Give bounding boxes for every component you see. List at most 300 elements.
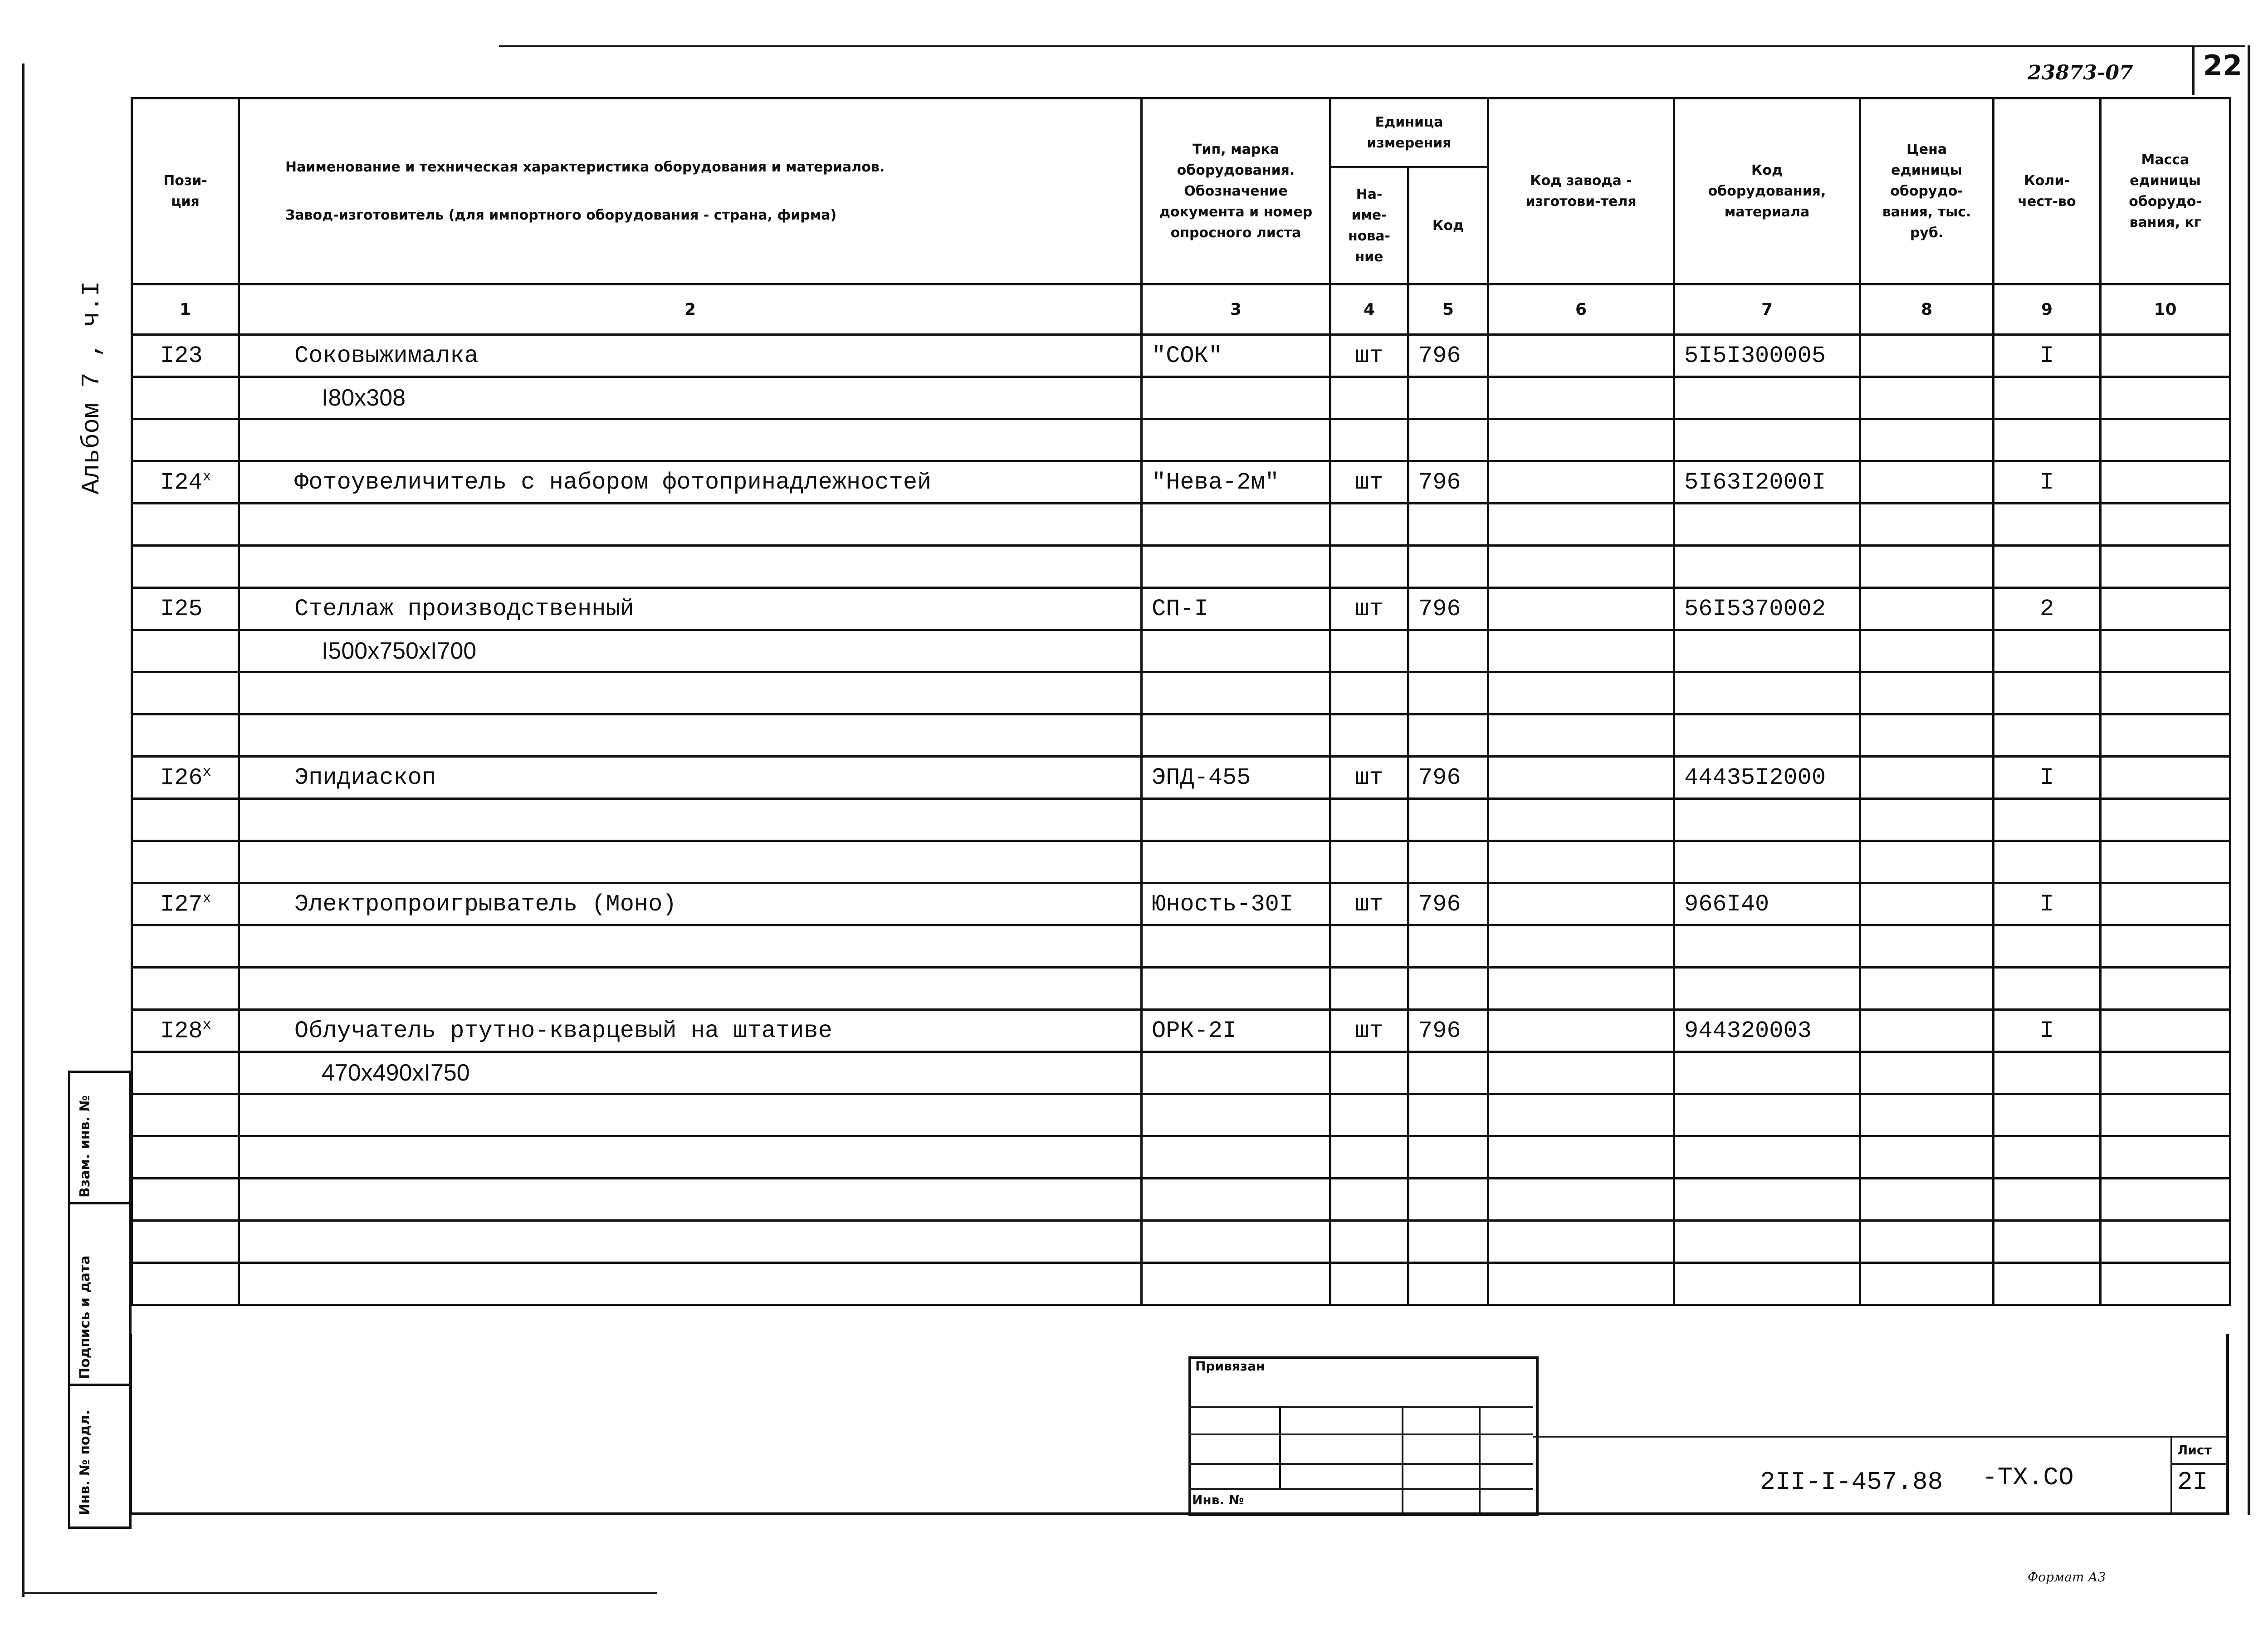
empty-cell <box>1330 714 1408 757</box>
quantity-cell: I <box>1994 1010 2101 1052</box>
header-unit-group: Единица измерения <box>1330 98 1488 167</box>
empty-cell <box>1142 925 1330 968</box>
position-cell <box>132 461 239 504</box>
empty-cell <box>1330 1179 1408 1221</box>
empty-cell <box>1408 1094 1488 1136</box>
price-cell <box>1860 461 1994 504</box>
col-num: 1 <box>132 284 239 335</box>
empty-cell <box>1994 377 2101 419</box>
price-cell <box>1860 335 1994 377</box>
empty-cell <box>1330 1221 1408 1263</box>
mass-cell <box>2101 1010 2230 1052</box>
col-num: 5 <box>1408 284 1488 335</box>
empty-cell <box>1408 799 1488 841</box>
column-number-row <box>132 284 2230 335</box>
empty-cell <box>1994 419 2101 461</box>
empty-row <box>132 799 2230 841</box>
price-cell <box>1860 883 1994 925</box>
empty-cell <box>1488 504 1674 546</box>
name-cell: Облучатель ртутно-кварцевый на штативе <box>239 1010 1142 1052</box>
maker-code-cell <box>1488 883 1674 925</box>
empty-cell <box>1142 841 1330 883</box>
empty-cell <box>1994 925 2101 968</box>
empty-cell <box>2101 1094 2230 1136</box>
empty-cell <box>1860 672 1994 714</box>
empty-cell <box>2101 1221 2230 1263</box>
empty-cell <box>132 419 239 461</box>
header-quantity: Коли-чест-во <box>1994 98 2101 284</box>
empty-cell <box>2101 1263 2230 1305</box>
bound-line <box>1188 1463 1533 1465</box>
col-num: 4 <box>1330 284 1408 335</box>
empty-cell <box>239 672 1142 714</box>
empty-cell <box>1142 1263 1330 1305</box>
empty-cell <box>1330 672 1408 714</box>
name-cell: Соковыжималка <box>239 335 1142 377</box>
empty-cell <box>1142 419 1330 461</box>
price-cell <box>1860 1010 1994 1052</box>
empty-cell <box>1994 672 2101 714</box>
empty-cell <box>2101 968 2230 1010</box>
position-marker: x <box>202 890 211 907</box>
table-body <box>132 335 2230 1305</box>
position-cell <box>132 335 239 377</box>
empty-cell <box>1674 799 1860 841</box>
empty-cell <box>132 1136 239 1179</box>
empty-cell <box>2101 672 2230 714</box>
table-row-sub <box>132 1052 2230 1094</box>
empty-cell <box>1408 925 1488 968</box>
empty-cell <box>1994 630 2101 672</box>
sheet-divider <box>2170 1436 2172 1515</box>
empty-cell <box>132 1263 239 1305</box>
unit-code-cell: 796 <box>1408 883 1488 925</box>
col-num: 9 <box>1994 284 2101 335</box>
empty-cell <box>132 1179 239 1221</box>
empty-cell <box>1994 714 2101 757</box>
empty-cell <box>1674 1263 1860 1305</box>
empty-cell <box>1330 377 1408 419</box>
page-number-divider <box>2192 45 2195 95</box>
table-row <box>132 883 2230 925</box>
maker-code-cell <box>1488 588 1674 630</box>
empty-row <box>132 1136 2230 1179</box>
empty-cell <box>1142 1094 1330 1136</box>
empty-cell <box>1860 1263 1994 1305</box>
empty-cell <box>1408 419 1488 461</box>
empty-cell <box>239 546 1142 588</box>
empty-row <box>132 672 2230 714</box>
empty-cell <box>1860 1052 1994 1094</box>
empty-cell <box>1488 1263 1674 1305</box>
empty-cell <box>1674 1136 1860 1179</box>
empty-cell <box>1142 1052 1330 1094</box>
empty-cell <box>1860 1136 1994 1179</box>
empty-row <box>132 504 2230 546</box>
empty-cell <box>1488 1052 1674 1094</box>
unit-code-cell: 796 <box>1408 1010 1488 1052</box>
empty-cell <box>1860 841 1994 883</box>
empty-cell <box>132 841 239 883</box>
empty-cell <box>1142 714 1330 757</box>
sheet-line <box>2170 1463 2227 1465</box>
price-cell <box>1860 588 1994 630</box>
inventory-label: Инв. № <box>1192 1492 1244 1507</box>
empty-cell <box>1142 1179 1330 1221</box>
empty-cell <box>2101 1136 2230 1179</box>
empty-cell <box>1488 841 1674 883</box>
empty-cell <box>1488 419 1674 461</box>
empty-cell <box>1330 841 1408 883</box>
empty-cell <box>2101 630 2230 672</box>
empty-cell <box>1994 546 2101 588</box>
empty-cell <box>1142 672 1330 714</box>
empty-cell <box>1488 630 1674 672</box>
position-cell <box>132 1010 239 1052</box>
dimensions-cell: I80x308 <box>239 377 1142 419</box>
margin-label-signature: Подпись и дата <box>77 1255 93 1379</box>
position-value: I24 <box>160 469 203 496</box>
empty-cell <box>1860 1094 1994 1136</box>
empty-cell <box>1408 841 1488 883</box>
empty-cell <box>1674 377 1860 419</box>
empty-cell <box>1860 546 1994 588</box>
empty-cell <box>1142 1136 1330 1179</box>
empty-row <box>132 925 2230 968</box>
doc-number: 23873-07 <box>2028 61 2133 84</box>
maker-code-cell <box>1488 1010 1674 1052</box>
empty-cell <box>239 504 1142 546</box>
empty-cell <box>239 968 1142 1010</box>
quantity-cell: I <box>1994 461 2101 504</box>
col-num: 3 <box>1142 284 1330 335</box>
empty-cell <box>1408 1052 1488 1094</box>
header-price: Цена единицы оборудо-вания, тыс. руб. <box>1860 98 1994 284</box>
empty-cell <box>1860 419 1994 461</box>
table-row <box>132 757 2230 799</box>
empty-cell <box>132 1221 239 1263</box>
empty-cell <box>1674 968 1860 1010</box>
unit-code-cell: 796 <box>1408 335 1488 377</box>
unit-name-cell: шт <box>1330 1010 1408 1052</box>
unit-code-cell: 796 <box>1408 588 1488 630</box>
empty-cell <box>1408 630 1488 672</box>
empty-cell <box>1488 714 1674 757</box>
table-row <box>132 461 2230 504</box>
mass-cell <box>2101 461 2230 504</box>
empty-cell <box>132 1094 239 1136</box>
col-num: 10 <box>2101 284 2230 335</box>
header-name <box>239 98 1142 284</box>
header-maker-code: Код завода - изготови-теля <box>1488 98 1674 284</box>
header-equipment-code: Код оборудования, материала <box>1674 98 1860 284</box>
outer-left-border <box>22 64 24 1597</box>
empty-cell <box>132 672 239 714</box>
empty-cell <box>132 377 239 419</box>
header-type: Тип, марка оборудования. Обозначение документа и номер опросного листа <box>1142 98 1330 284</box>
empty-cell <box>1330 968 1408 1010</box>
empty-cell <box>2101 419 2230 461</box>
empty-cell <box>2101 1179 2230 1221</box>
empty-row <box>132 419 2230 461</box>
empty-cell <box>132 968 239 1010</box>
empty-cell <box>1860 1221 1994 1263</box>
empty-cell <box>239 841 1142 883</box>
empty-cell <box>1994 1094 2101 1136</box>
empty-cell <box>239 1263 1142 1305</box>
bottom-frame-line <box>129 1512 2229 1515</box>
empty-cell <box>1674 630 1860 672</box>
empty-cell <box>1674 714 1860 757</box>
empty-cell <box>1408 1179 1488 1221</box>
table-row <box>132 1010 2230 1052</box>
empty-cell <box>1994 799 2101 841</box>
header-unit-name: На-име-нова-ние <box>1330 167 1408 284</box>
empty-cell <box>1408 1136 1488 1179</box>
type-cell: ОРК-2I <box>1142 1010 1330 1052</box>
mass-cell <box>2101 588 2230 630</box>
empty-cell <box>1142 546 1330 588</box>
equipment-code-cell: 5I5I300005 <box>1674 335 1860 377</box>
name-cell: Электропроигрыватель (Моно) <box>239 883 1142 925</box>
bound-divider <box>1402 1406 1403 1515</box>
empty-cell <box>1674 1179 1860 1221</box>
empty-cell <box>1994 1221 2101 1263</box>
empty-cell <box>1860 968 1994 1010</box>
outer-right-border <box>2248 45 2250 1515</box>
position-value: I23 <box>160 342 203 369</box>
position-cell <box>132 588 239 630</box>
header-position: Пози- ция <box>132 98 239 284</box>
margin-label-inventory: Инв. № подл. <box>77 1409 93 1515</box>
empty-cell <box>2101 1052 2230 1094</box>
empty-cell <box>1330 1094 1408 1136</box>
bottom-left-border <box>129 1334 132 1515</box>
position-marker: x <box>202 1017 211 1034</box>
empty-cell <box>2101 841 2230 883</box>
position-marker: x <box>202 763 211 781</box>
page-number: 22 <box>2203 49 2243 82</box>
empty-cell <box>1408 546 1488 588</box>
name-cell: Фотоувеличитель с набором фотопринадлежностей <box>239 461 1142 504</box>
empty-cell <box>1408 1221 1488 1263</box>
empty-cell <box>239 799 1142 841</box>
empty-cell <box>1994 1263 2101 1305</box>
empty-cell <box>2101 925 2230 968</box>
empty-cell <box>239 1136 1142 1179</box>
bottom-right-border <box>2226 1334 2229 1515</box>
empty-cell <box>1674 841 1860 883</box>
empty-cell <box>1408 968 1488 1010</box>
empty-cell <box>1674 1221 1860 1263</box>
title-block-line <box>1533 1436 2227 1438</box>
empty-cell <box>239 925 1142 968</box>
empty-cell <box>2101 714 2230 757</box>
name-cell: Стеллаж производственный <box>239 588 1142 630</box>
bound-divider <box>1479 1406 1481 1515</box>
quantity-cell: 2 <box>1994 588 2101 630</box>
header-name-line1: Наименование и техническая характеристика оборудования и материалов. <box>285 159 885 175</box>
empty-cell <box>132 714 239 757</box>
position-cell <box>132 883 239 925</box>
empty-cell <box>1408 504 1488 546</box>
empty-cell <box>239 419 1142 461</box>
empty-row <box>132 1221 2230 1263</box>
outer-top-border <box>499 45 2245 47</box>
col-num: 8 <box>1860 284 1994 335</box>
type-cell: "СОК" <box>1142 335 1330 377</box>
position-marker: x <box>202 468 211 485</box>
position-cell <box>132 757 239 799</box>
margin-divider <box>68 1202 132 1204</box>
equipment-code-cell: 944320003 <box>1674 1010 1860 1052</box>
empty-cell <box>1674 419 1860 461</box>
empty-cell <box>1994 841 2101 883</box>
table-row <box>132 335 2230 377</box>
empty-cell <box>239 1221 1142 1263</box>
equipment-code-cell: 966I40 <box>1674 883 1860 925</box>
maker-code-cell <box>1488 461 1674 504</box>
quantity-cell: I <box>1994 757 2101 799</box>
empty-cell <box>132 504 239 546</box>
empty-cell <box>1994 504 2101 546</box>
empty-cell <box>132 1052 239 1094</box>
table-row-sub <box>132 630 2230 672</box>
empty-cell <box>1860 504 1994 546</box>
unit-name-cell: шт <box>1330 588 1408 630</box>
empty-row <box>132 1179 2230 1221</box>
empty-row <box>132 1094 2230 1136</box>
empty-cell <box>1330 504 1408 546</box>
empty-cell <box>1330 546 1408 588</box>
type-cell: ЭПД-455 <box>1142 757 1330 799</box>
equipment-code-cell: 44435I2000 <box>1674 757 1860 799</box>
unit-name-cell: шт <box>1330 883 1408 925</box>
empty-cell <box>1330 799 1408 841</box>
empty-cell <box>1488 1136 1674 1179</box>
empty-cell <box>1674 504 1860 546</box>
position-value: I27 <box>160 891 203 918</box>
empty-cell <box>1142 630 1330 672</box>
outer-bottom-border <box>22 1592 657 1594</box>
price-cell <box>1860 757 1994 799</box>
unit-code-cell: 796 <box>1408 757 1488 799</box>
empty-cell <box>1488 799 1674 841</box>
empty-cell <box>1330 419 1408 461</box>
col-num: 7 <box>1674 284 1860 335</box>
empty-cell <box>1408 672 1488 714</box>
maker-code-cell <box>1488 335 1674 377</box>
empty-cell <box>1994 1136 2101 1179</box>
bound-line <box>1188 1406 1533 1408</box>
document-designation: 2II-I-457.88 <box>1760 1468 1943 1497</box>
empty-row <box>132 546 2230 588</box>
empty-cell <box>1142 968 1330 1010</box>
equipment-code-cell: 56I5370002 <box>1674 588 1860 630</box>
empty-cell <box>1330 1136 1408 1179</box>
margin-divider <box>68 1384 132 1386</box>
header-mass: Масса единицы оборудо-вания, кг <box>2101 98 2230 284</box>
empty-cell <box>1488 1221 1674 1263</box>
empty-cell <box>132 630 239 672</box>
bound-line <box>1188 1433 1533 1435</box>
type-cell: СП-I <box>1142 588 1330 630</box>
empty-cell <box>132 925 239 968</box>
empty-cell <box>1674 546 1860 588</box>
empty-cell <box>1860 377 1994 419</box>
empty-cell <box>1860 925 1994 968</box>
col-num: 6 <box>1488 284 1674 335</box>
empty-cell <box>1674 672 1860 714</box>
empty-cell <box>2101 546 2230 588</box>
empty-cell <box>1488 968 1674 1010</box>
empty-cell <box>1488 546 1674 588</box>
bound-divider <box>1279 1406 1281 1488</box>
unit-code-cell: 796 <box>1408 461 1488 504</box>
empty-cell <box>1860 799 1994 841</box>
empty-cell <box>239 1179 1142 1221</box>
empty-row <box>132 968 2230 1010</box>
empty-cell <box>1142 1221 1330 1263</box>
unit-name-cell: шт <box>1330 461 1408 504</box>
empty-cell <box>1330 925 1408 968</box>
bound-line <box>1188 1488 1533 1490</box>
empty-cell <box>2101 504 2230 546</box>
empty-cell <box>132 546 239 588</box>
document-suffix: -ТХ.СО <box>1982 1463 2074 1492</box>
empty-cell <box>1408 1263 1488 1305</box>
empty-cell <box>1994 968 2101 1010</box>
empty-cell <box>1488 672 1674 714</box>
empty-cell <box>1408 714 1488 757</box>
empty-row <box>132 1263 2230 1305</box>
empty-cell <box>1860 1179 1994 1221</box>
name-cell: Эпидиаскоп <box>239 757 1142 799</box>
empty-cell <box>1330 630 1408 672</box>
empty-cell <box>1860 630 1994 672</box>
sheet-label: Лист <box>2177 1443 2212 1458</box>
empty-cell <box>1994 1179 2101 1221</box>
empty-cell <box>1142 504 1330 546</box>
mass-cell <box>2101 757 2230 799</box>
maker-code-cell <box>1488 757 1674 799</box>
album-label: Альбом 7 , ч.I <box>77 281 106 494</box>
type-cell: "Нева-2м" <box>1142 461 1330 504</box>
sheet-number: 2I <box>2177 1468 2208 1497</box>
empty-cell <box>1330 1052 1408 1094</box>
empty-cell <box>1674 1094 1860 1136</box>
empty-cell <box>239 1094 1142 1136</box>
mass-cell <box>2101 335 2230 377</box>
header-name-line2: Завод-изготовитель (для импортного оборудования - страна, фирма) <box>285 207 837 223</box>
empty-cell <box>1330 1263 1408 1305</box>
empty-cell <box>1860 714 1994 757</box>
col-num: 2 <box>239 284 1142 335</box>
empty-cell <box>1408 377 1488 419</box>
empty-cell <box>1994 1052 2101 1094</box>
table-row-sub <box>132 377 2230 419</box>
empty-cell <box>1488 925 1674 968</box>
empty-cell <box>239 714 1142 757</box>
format-label: Формат А3 <box>2028 1570 2106 1585</box>
empty-cell <box>1674 1052 1860 1094</box>
position-value: I25 <box>160 595 203 622</box>
empty-cell <box>1142 799 1330 841</box>
empty-cell <box>2101 377 2230 419</box>
empty-cell <box>1488 377 1674 419</box>
position-value: I28 <box>160 1018 203 1045</box>
dimensions-cell: I500x750xI700 <box>239 630 1142 672</box>
